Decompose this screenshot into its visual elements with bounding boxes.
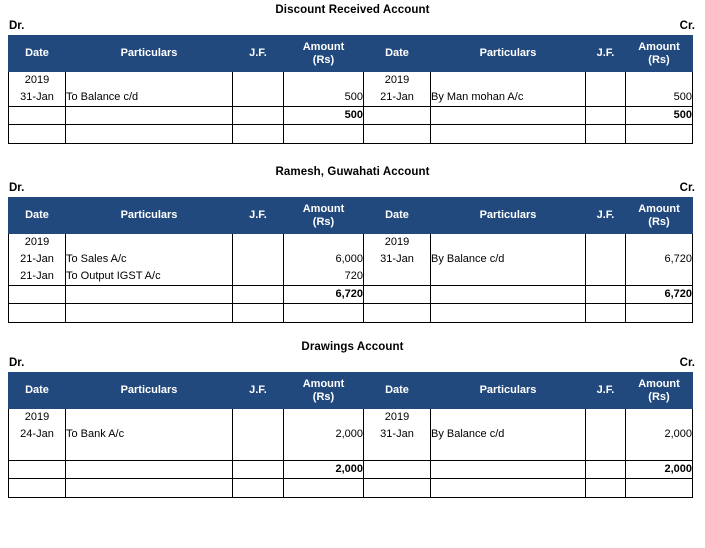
header-amount-line2: (Rs) — [648, 390, 670, 403]
header-particulars-debit: Particulars — [66, 373, 233, 409]
header-jf-debit: J.F. — [233, 373, 284, 409]
cell-particulars-debit-total — [66, 107, 233, 125]
cell-total-credit — [626, 107, 693, 125]
cell-particulars-credit-total — [431, 461, 586, 479]
debit-label: Dr. — [9, 357, 25, 369]
ledger-block-discount-received — [0, 0, 705, 144]
header-particulars-debit: Particulars — [66, 198, 233, 234]
amount-line: 6,000 — [335, 253, 363, 265]
total-amount: 6,720 — [335, 288, 363, 300]
cell-blank — [284, 125, 364, 144]
amount-line: 2,000 — [335, 428, 363, 440]
table-row — [9, 234, 693, 286]
cell-jf-credit-total — [586, 461, 626, 479]
date-line: 2019 — [384, 236, 410, 248]
cell-amount-credit — [626, 409, 693, 461]
amount-line — [626, 234, 692, 251]
credit-label: Cr. — [679, 182, 695, 194]
cell-blank — [233, 304, 284, 323]
cell-blank — [626, 125, 693, 144]
cell-particulars-debit-total — [66, 461, 233, 479]
amount-line — [284, 234, 363, 251]
table-total-row — [9, 107, 693, 125]
header-amount-debit — [284, 198, 364, 234]
cell-date-credit-total — [364, 107, 431, 125]
particulars-line — [66, 72, 232, 89]
credit-label: Cr. — [679, 20, 695, 32]
cell-date-debit-total — [9, 286, 66, 304]
cell-blank — [364, 125, 431, 144]
header-jf-credit: J.F. — [586, 373, 626, 409]
cell-blank — [284, 479, 364, 498]
header-amount-line1: Amount — [302, 377, 345, 390]
cell-blank — [626, 479, 693, 498]
particulars-line: To Bank A/c — [66, 428, 125, 440]
cell-date-credit-total — [364, 461, 431, 479]
cell-blank — [431, 125, 586, 144]
total-amount: 500 — [673, 109, 692, 121]
date-line: 2019 — [24, 74, 50, 86]
date-line: 2019 — [24, 411, 50, 423]
header-amount-line2: (Rs) — [312, 215, 335, 228]
header-jf-credit: J.F. — [586, 198, 626, 234]
cell-particulars-credit — [431, 234, 586, 286]
cell-date-credit — [364, 72, 431, 107]
header-jf-credit: J.F. — [586, 36, 626, 72]
header-jf-debit: J.F. — [233, 198, 284, 234]
spacer — [0, 144, 705, 162]
date-line: 2019 — [384, 411, 410, 423]
particulars-line: By Balance c/d — [431, 428, 505, 440]
ledger-title: Ramesh, Guwahati Account — [275, 166, 430, 178]
cell-total-debit — [284, 461, 364, 479]
cell-amount-credit — [626, 234, 693, 286]
table-header-row — [9, 373, 693, 409]
cell-jf-credit — [586, 234, 626, 286]
debit-credit-labels — [0, 181, 705, 197]
header-amount-line2: (Rs) — [648, 215, 670, 228]
particulars-line — [66, 234, 232, 251]
amount-line — [284, 409, 363, 426]
jf-line — [233, 89, 283, 106]
amount-line — [626, 72, 692, 89]
cell-blank — [586, 304, 626, 323]
cell-jf-debit-total — [233, 107, 284, 125]
particulars-line: By Balance c/d — [431, 253, 505, 265]
particulars-line — [431, 72, 585, 89]
header-amount-line2: (Rs) — [648, 53, 670, 66]
date-line: 31-Jan — [380, 253, 414, 265]
debit-label: Dr. — [9, 20, 25, 32]
table-header-row — [9, 198, 693, 234]
cell-blank — [364, 479, 431, 498]
header-particulars-credit: Particulars — [431, 373, 586, 409]
cell-blank — [233, 479, 284, 498]
header-amount-line2: (Rs) — [312, 390, 335, 403]
cell-blank — [66, 125, 233, 144]
cell-jf-debit-total — [233, 286, 284, 304]
amount-line — [284, 72, 363, 89]
total-amount: 6,720 — [664, 288, 692, 300]
cell-date-debit — [9, 234, 66, 286]
header-date-credit: Date — [364, 198, 431, 234]
particulars-line: To Balance c/d — [66, 91, 139, 103]
cell-blank — [66, 479, 233, 498]
date-line: 21-Jan — [380, 91, 414, 103]
cell-date-debit — [9, 409, 66, 461]
ledger-table — [8, 372, 693, 498]
cell-particulars-credit — [431, 72, 586, 107]
header-date-credit: Date — [364, 36, 431, 72]
ledger-table — [8, 35, 693, 144]
cell-particulars-credit — [431, 409, 586, 461]
particulars-line — [431, 234, 585, 251]
cell-blank — [586, 479, 626, 498]
amount-line: 720 — [344, 270, 363, 282]
ledger-title: Discount Received Account — [275, 4, 430, 16]
table-blank-row — [9, 304, 693, 323]
cell-total-credit — [626, 461, 693, 479]
date-line: 31-Jan — [20, 91, 54, 103]
debit-credit-labels — [0, 19, 705, 35]
cell-particulars-debit — [66, 234, 233, 286]
header-jf-debit: J.F. — [233, 36, 284, 72]
cell-blank — [431, 304, 586, 323]
cell-jf-debit — [233, 234, 284, 286]
debit-credit-labels — [0, 356, 705, 372]
cell-amount-credit — [626, 72, 693, 107]
cell-blank — [66, 304, 233, 323]
table-row — [9, 72, 693, 107]
header-date-debit: Date — [9, 373, 66, 409]
ledger-block-ramesh-guwahati — [0, 162, 705, 323]
amount-line: 6,720 — [664, 253, 692, 265]
cell-jf-credit — [586, 72, 626, 107]
date-line: 24-Jan — [20, 428, 54, 440]
cell-jf-debit — [233, 409, 284, 461]
cell-jf-credit-total — [586, 107, 626, 125]
credit-label: Cr. — [679, 357, 695, 369]
header-amount-credit — [626, 36, 693, 72]
particulars-line — [431, 409, 585, 426]
cell-blank — [9, 125, 66, 144]
header-amount-line1: Amount — [638, 377, 680, 390]
header-date-credit: Date — [364, 373, 431, 409]
date-line: 2019 — [384, 74, 410, 86]
table-total-row — [9, 286, 693, 304]
cell-amount-debit — [284, 234, 364, 286]
header-amount-debit — [284, 36, 364, 72]
header-amount-credit — [626, 198, 693, 234]
amount-line: 500 — [673, 91, 692, 103]
header-amount-line1: Amount — [302, 40, 345, 53]
date-line: 21-Jan — [20, 270, 54, 282]
header-amount-debit — [284, 373, 364, 409]
particulars-line: To Output IGST A/c — [66, 270, 161, 282]
jf-line — [586, 89, 625, 106]
cell-blank — [586, 125, 626, 144]
header-amount-line1: Amount — [638, 40, 680, 53]
spacer — [0, 323, 705, 337]
header-date-debit: Date — [9, 36, 66, 72]
cell-total-credit — [626, 286, 693, 304]
header-particulars-credit: Particulars — [431, 36, 586, 72]
table-blank-row — [9, 479, 693, 498]
total-amount: 2,000 — [335, 463, 363, 475]
cell-blank — [9, 304, 66, 323]
header-amount-line1: Amount — [302, 202, 345, 215]
cell-total-debit — [284, 107, 364, 125]
particulars-line — [66, 409, 232, 426]
date-line: 21-Jan — [20, 253, 54, 265]
cell-particulars-debit — [66, 72, 233, 107]
header-amount-line2: (Rs) — [312, 53, 335, 66]
jf-line — [233, 72, 283, 89]
jf-line — [586, 72, 625, 89]
header-date-debit: Date — [9, 198, 66, 234]
cell-particulars-debit — [66, 409, 233, 461]
table-row — [9, 409, 693, 461]
cell-particulars-debit-total — [66, 286, 233, 304]
total-amount: 500 — [344, 109, 363, 121]
ledger-block-drawings — [0, 337, 705, 498]
total-amount: 2,000 — [664, 463, 692, 475]
cell-particulars-credit-total — [431, 107, 586, 125]
header-amount-credit — [626, 373, 693, 409]
cell-date-credit-total — [364, 286, 431, 304]
amount-line: 2,000 — [664, 428, 692, 440]
header-particulars-debit: Particulars — [66, 36, 233, 72]
debit-label: Dr. — [9, 182, 25, 194]
cell-jf-debit-total — [233, 461, 284, 479]
header-particulars-credit: Particulars — [431, 198, 586, 234]
particulars-line: To Sales A/c — [66, 253, 127, 265]
date-line: 2019 — [24, 236, 50, 248]
table-header-row — [9, 36, 693, 72]
cell-jf-credit — [586, 409, 626, 461]
cell-blank — [284, 304, 364, 323]
cell-date-debit-total — [9, 107, 66, 125]
cell-blank — [9, 479, 66, 498]
cell-amount-debit — [284, 72, 364, 107]
cell-amount-debit — [284, 409, 364, 461]
cell-date-credit — [364, 409, 431, 461]
cell-date-debit — [9, 72, 66, 107]
cell-blank — [431, 479, 586, 498]
header-amount-line1: Amount — [638, 202, 680, 215]
ledger-title: Drawings Account — [301, 341, 404, 353]
cell-particulars-credit-total — [431, 286, 586, 304]
amount-line — [626, 409, 692, 426]
date-line: 31-Jan — [380, 428, 414, 440]
cell-blank — [626, 304, 693, 323]
table-blank-row — [9, 125, 693, 144]
cell-blank — [364, 304, 431, 323]
cell-blank — [233, 125, 284, 144]
cell-jf-debit — [233, 72, 284, 107]
particulars-line: By Man mohan A/c — [431, 91, 524, 103]
ledger-table — [8, 197, 693, 323]
cell-date-debit-total — [9, 461, 66, 479]
cell-total-debit — [284, 286, 364, 304]
table-total-row — [9, 461, 693, 479]
cell-jf-credit-total — [586, 286, 626, 304]
amount-line: 500 — [344, 91, 363, 103]
cell-date-credit — [364, 234, 431, 286]
